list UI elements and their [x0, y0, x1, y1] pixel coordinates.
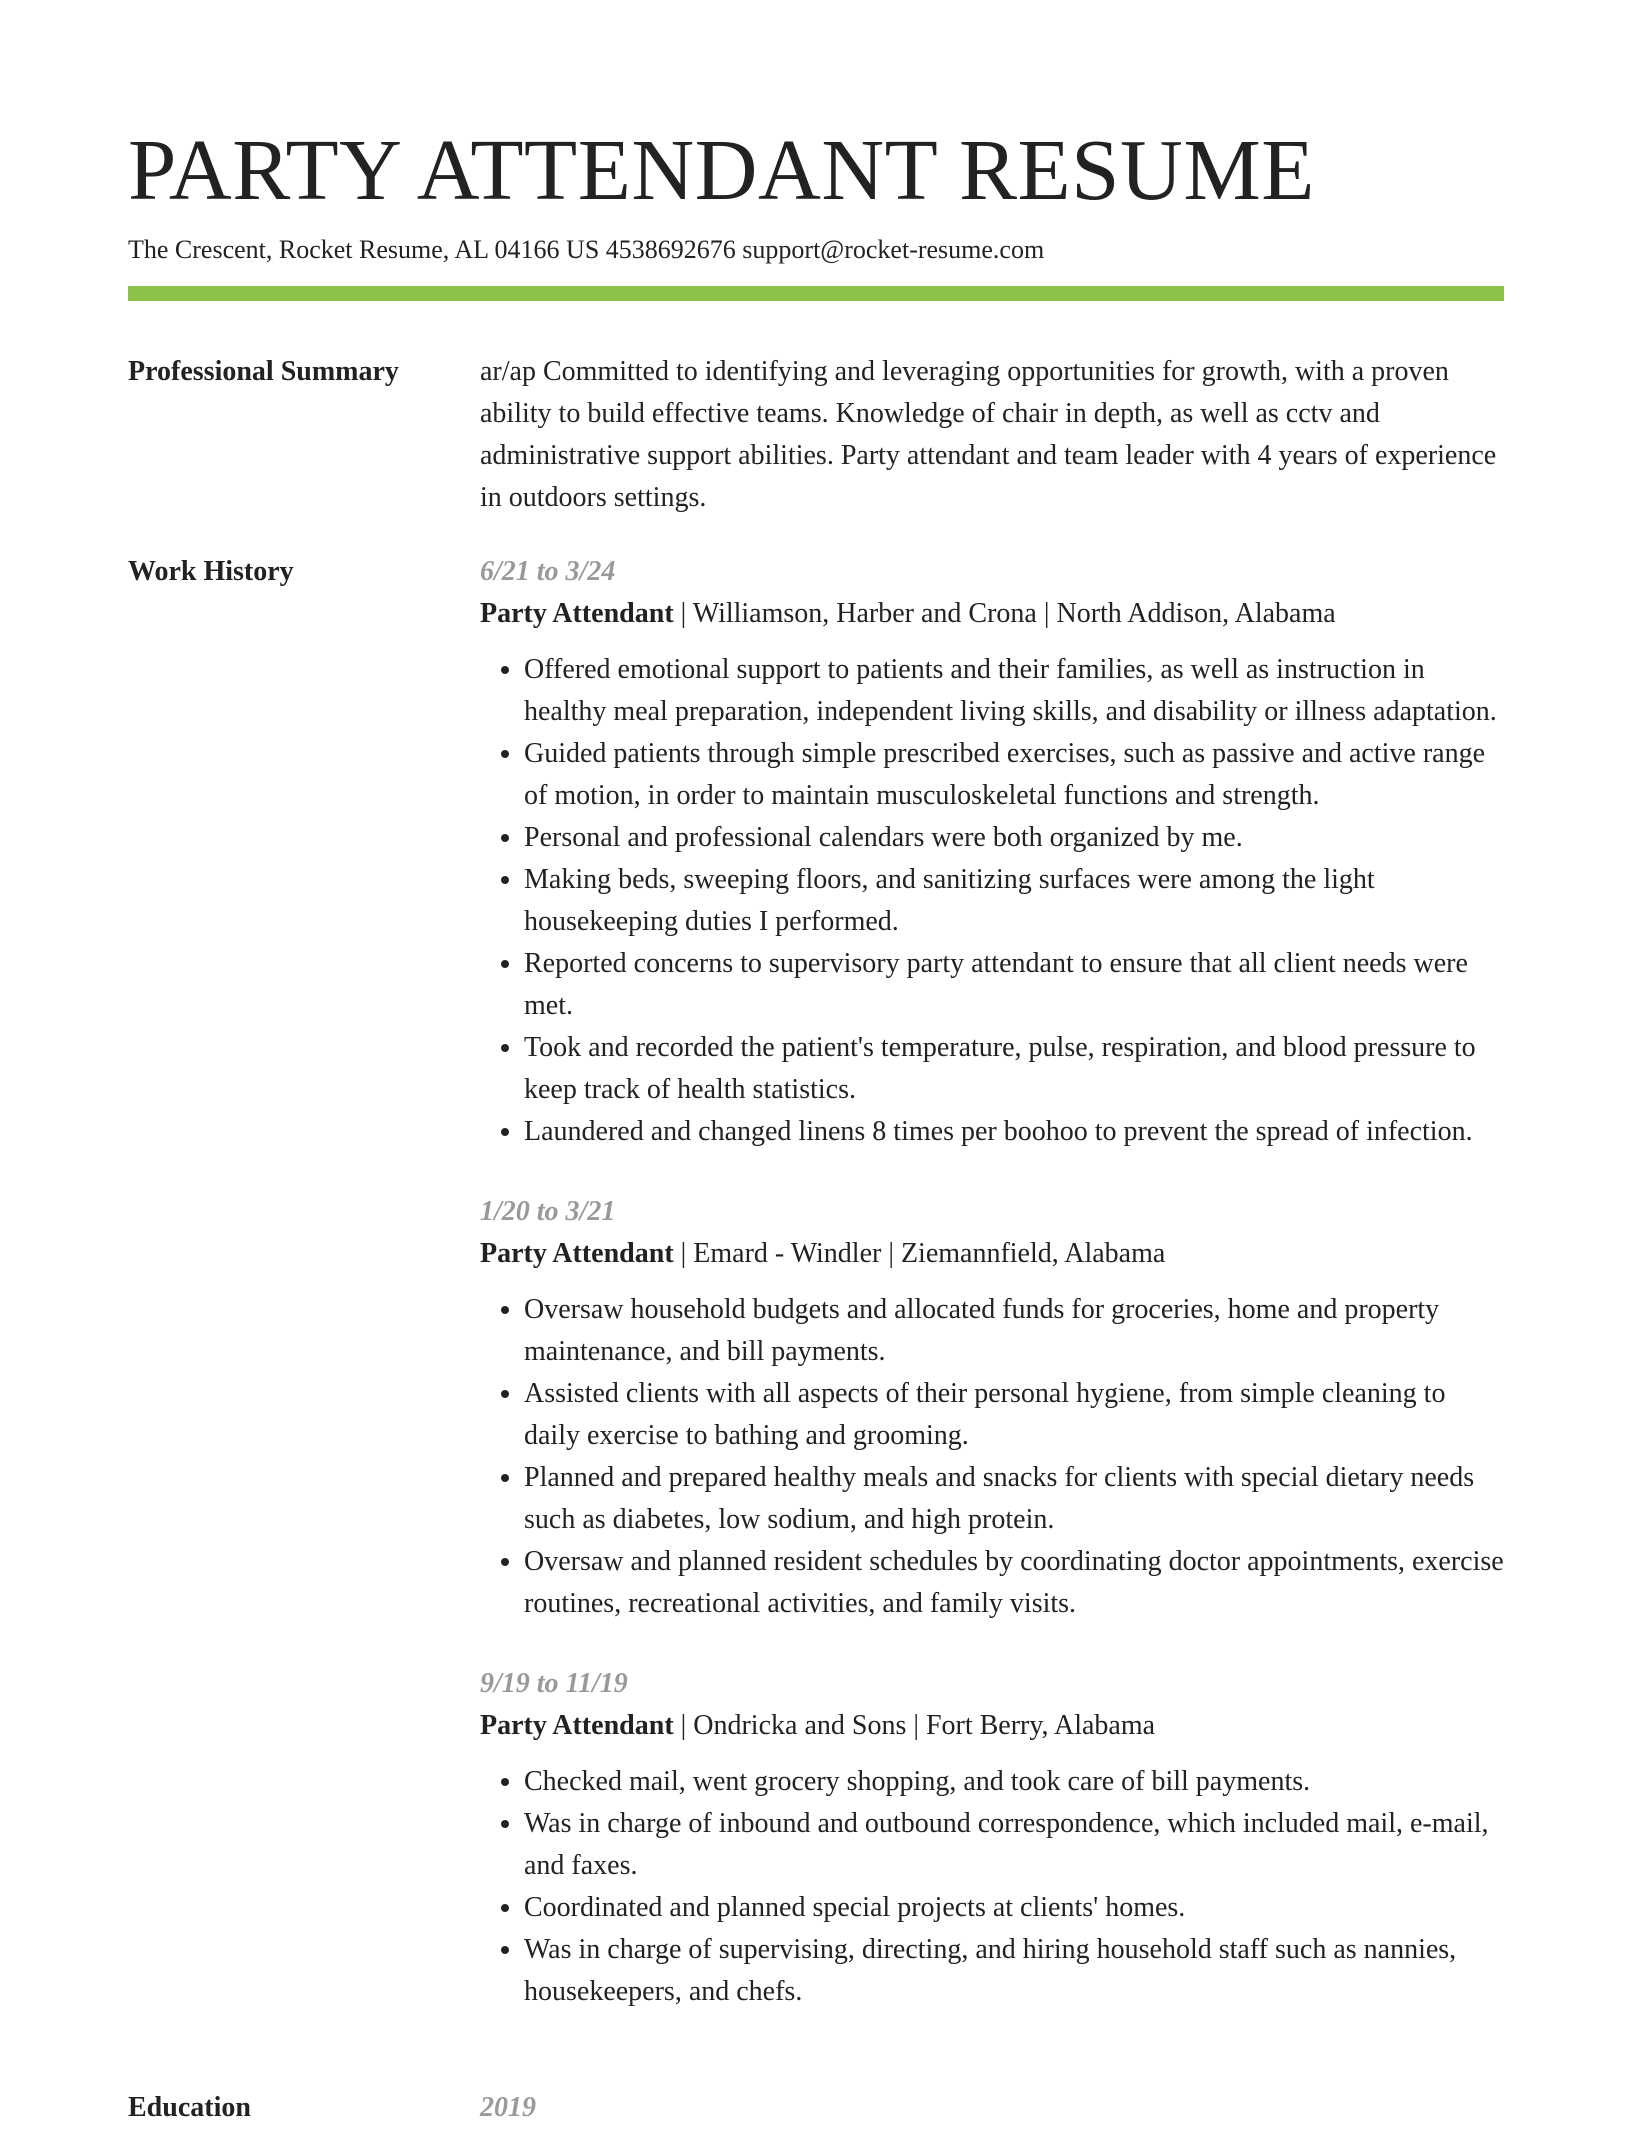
job-title: Party Attendant	[480, 1238, 674, 1269]
professional-summary-section	[128, 351, 1504, 519]
job-heading	[480, 1233, 1504, 1275]
education-section	[128, 2087, 1504, 2129]
work-history-section	[128, 551, 1504, 2051]
list-item: • Oversaw household budgets and allocated funds for groceries, home and property maintenance, and bill payments.	[524, 1289, 1504, 1373]
job-date: 9/19 to 11/19	[480, 1668, 628, 1699]
job-entry	[480, 1663, 1504, 2013]
list-item: • Guided patients through simple prescribed exercises, such as passive and active range of motion, in order to maintain musculoskeletal functions and strength.	[524, 733, 1504, 817]
education-date: 2019	[480, 2092, 536, 2123]
header-divider	[128, 286, 1504, 301]
job-duties-list	[480, 1289, 1504, 1625]
section-label-work: Work History	[128, 556, 294, 587]
list-item: • Offered emotional support to patients and their families, as well as instruction in healthy meal preparation, independent living skills, and disability or illness adaptation.	[524, 649, 1504, 733]
summary-text: ar/ap Committed to identifying and leveraging opportunities for growth, with a proven ability to build effective teams. Knowledge of chair in depth, as well as cctv and administrative support abilities. Party attendant and team leader with 4 years of experience in outdoors settings.	[480, 356, 1497, 513]
list-item: • Reported concerns to supervisory party attendant to ensure that all client needs were met.	[524, 943, 1504, 1027]
job-duties-list	[480, 1761, 1504, 2013]
summary-body	[480, 351, 1504, 519]
list-item: • Planned and prepared healthy meals and snacks for clients with special dietary needs such as diabetes, low sodium, and high protein.	[524, 1457, 1504, 1541]
job-title: Party Attendant	[480, 598, 674, 629]
list-item: • Was in charge of supervising, directing, and hiring household staff such as nannies, housekeepers, and chefs.	[524, 1929, 1504, 2013]
job-details: | Williamson, Harber and Crona | North Addison, Alabama	[673, 598, 1336, 629]
job-title: Party Attendant	[480, 1710, 674, 1741]
list-item: • Personal and professional calendars were both organized by me.	[524, 817, 1504, 859]
contact-info: The Crescent, Rocket Resume, AL 04166 US 4538692676 support@rocket-resume.com	[128, 235, 1045, 264]
work-body	[480, 551, 1504, 2051]
list-item: • Checked mail, went grocery shopping, and took care of bill payments.	[524, 1761, 1504, 1803]
list-item: • Took and recorded the patient's temperature, pulse, respiration, and blood pressure to keep track of health statistics.	[524, 1027, 1504, 1111]
job-details: | Emard - Windler | Ziemannfield, Alabama	[673, 1238, 1166, 1269]
section-label-education: Education	[128, 2092, 251, 2123]
job-details: | Ondricka and Sons | Fort Berry, Alabama	[673, 1710, 1156, 1741]
job-entry	[480, 551, 1504, 1153]
job-entry	[480, 1191, 1504, 1625]
list-item: • Was in charge of inbound and outbound correspondence, which included mail, e-mail, and faxes.	[524, 1803, 1504, 1887]
resume-title: PARTY ATTENDANT RESUME	[128, 121, 1315, 218]
job-duties-list	[480, 649, 1504, 1153]
list-item: • Assisted clients with all aspects of their personal hygiene, from simple cleaning to daily exercise to bathing and grooming.	[524, 1373, 1504, 1457]
job-date: 6/21 to 3/24	[480, 556, 616, 587]
list-item: • Oversaw and planned resident schedules by coordinating doctor appointments, exercise routines, recreational activities, and family visits.	[524, 1541, 1504, 1625]
job-date: 1/20 to 3/21	[480, 1196, 616, 1227]
job-heading	[480, 1705, 1504, 1747]
list-item: • Laundered and changed linens 8 times per boohoo to prevent the spread of infection.	[524, 1111, 1504, 1153]
job-heading	[480, 593, 1504, 635]
list-item: • Coordinated and planned special projects at clients' homes.	[524, 1887, 1504, 1929]
section-label-summary: Professional Summary	[128, 356, 399, 387]
list-item: • Making beds, sweeping floors, and sanitizing surfaces were among the light housekeeping duties I performed.	[524, 859, 1504, 943]
education-body	[480, 2087, 1504, 2129]
